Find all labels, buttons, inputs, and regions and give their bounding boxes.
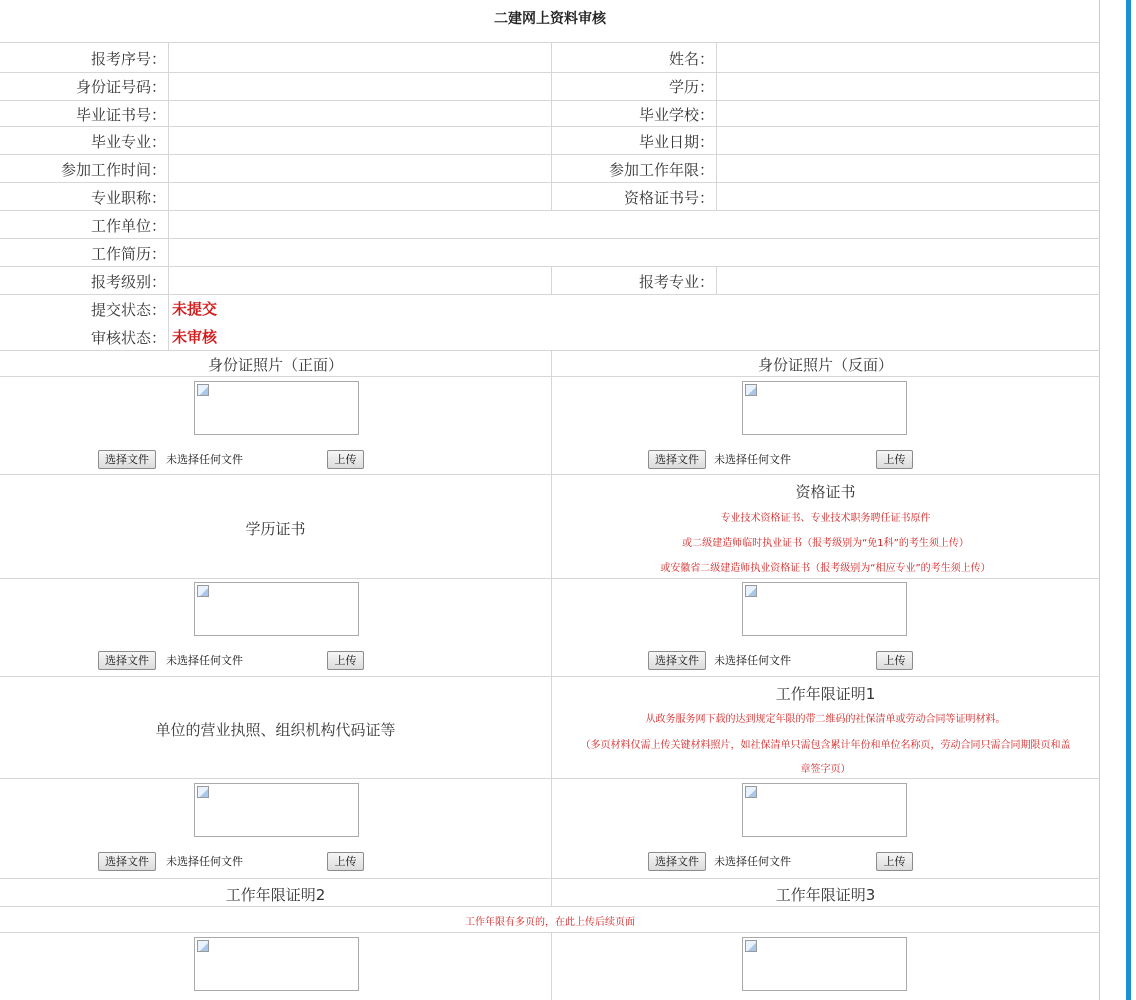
- label-education: 学历：: [668, 78, 714, 96]
- row-divider: [0, 474, 1100, 475]
- multi-page-note: 工作年限有多页的，在此上传后续页面: [465, 917, 635, 928]
- label-exam-level: 报考级别：: [90, 273, 166, 291]
- no-file-text: 未选择任何文件: [714, 855, 791, 868]
- qualification-preview: [742, 582, 907, 636]
- label-employer: 工作单位：: [90, 217, 166, 235]
- id-back-preview: [742, 381, 907, 435]
- col-divider: [716, 266, 717, 294]
- label-review-status: 审核状态：: [90, 329, 166, 347]
- label-work-start: 参加工作时间：: [60, 161, 166, 179]
- section-work-proof-2: 工作年限证明2: [225, 886, 326, 904]
- no-file-text: 未选择任何文件: [714, 654, 791, 667]
- section-education: 学历证书: [245, 520, 306, 538]
- work-proof-3-preview: [742, 937, 907, 991]
- broken-image-icon: [197, 940, 209, 952]
- label-submit-status: 提交状态：: [90, 301, 166, 319]
- row-divider: [0, 578, 1100, 579]
- no-file-text: 未选择任何文件: [714, 453, 791, 466]
- choose-file-button[interactable]: 选择文件: [648, 852, 706, 871]
- qualification-note: 或二级建造师临时执业证书（报考级别为“免1科”的考生须上传）: [682, 538, 969, 549]
- row-divider: [0, 126, 1100, 127]
- row-divider: [0, 778, 1100, 779]
- page-title: 二建网上资料审核: [494, 10, 606, 26]
- section-work-proof-3: 工作年限证明3: [775, 886, 876, 904]
- section-id-back: 身份证照片（反面）: [757, 356, 893, 374]
- choose-file-button[interactable]: 选择文件: [648, 450, 706, 469]
- col-divider: [168, 42, 169, 350]
- label-exam-serial: 报考序号：: [90, 50, 166, 68]
- broken-image-icon: [745, 384, 757, 396]
- education-preview: [194, 582, 359, 636]
- label-exam-specialty: 报考专业：: [638, 273, 714, 291]
- col-divider: [551, 932, 552, 1000]
- col-divider: [716, 42, 717, 210]
- work-proof-note: （多页材料仅需上传关键材料照片，如社保清单只需包含累计年份和单位名称页，劳动合同只需合同期限页和盖: [580, 740, 1071, 751]
- label-major: 毕业专业：: [90, 133, 166, 151]
- label-resume: 工作简历：: [90, 245, 166, 263]
- choose-file-button[interactable]: 选择文件: [98, 651, 156, 670]
- work-proof-1-preview: [742, 783, 907, 837]
- id-front-preview: [194, 381, 359, 435]
- row-divider: [0, 266, 1100, 267]
- qualification-note: 或安徽省二级建造师执业资格证书（报考级别为“相应专业”的考生须上传）: [660, 563, 991, 574]
- broken-image-icon: [745, 786, 757, 798]
- qualification-note: 专业技术资格证书、专业技术职务聘任证书原件: [720, 513, 931, 524]
- col-divider: [551, 42, 552, 210]
- page-scrollbar[interactable]: [1126, 0, 1131, 1000]
- no-file-text: 未选择任何文件: [166, 855, 243, 868]
- label-work-years: 参加工作年限：: [608, 161, 714, 179]
- row-divider: [0, 878, 1100, 879]
- business-license-preview: [194, 783, 359, 837]
- row-divider: [0, 182, 1100, 183]
- label-school: 毕业学校：: [638, 106, 714, 124]
- section-work-proof-1: 工作年限证明1: [775, 685, 876, 703]
- row-divider: [0, 294, 1100, 295]
- upload-button[interactable]: 上传: [876, 450, 913, 469]
- label-grad-date: 毕业日期：: [638, 133, 714, 151]
- upload-button[interactable]: 上传: [876, 852, 913, 871]
- broken-image-icon: [197, 786, 209, 798]
- row-divider: [0, 906, 1100, 907]
- row-divider: [0, 376, 1100, 377]
- upload-button[interactable]: 上传: [327, 651, 364, 670]
- broken-image-icon: [197, 384, 209, 396]
- upload-button[interactable]: 上传: [327, 852, 364, 871]
- label-id-number: 身份证号码：: [75, 78, 166, 96]
- section-id-front: 身份证照片（正面）: [207, 356, 343, 374]
- row-divider: [0, 676, 1100, 677]
- broken-image-icon: [745, 940, 757, 952]
- row-divider: [0, 154, 1100, 155]
- review-status-value: 未审核: [172, 328, 218, 346]
- col-divider: [551, 350, 552, 906]
- choose-file-button[interactable]: 选择文件: [648, 651, 706, 670]
- no-file-text: 未选择任何文件: [166, 654, 243, 667]
- section-business-license: 单位的营业执照、组织机构代码证等: [155, 721, 396, 739]
- row-divider: [0, 42, 1100, 43]
- row-divider: [0, 238, 1100, 239]
- row-divider: [0, 350, 1100, 351]
- row-divider: [0, 932, 1100, 933]
- label-name: 姓名：: [668, 50, 714, 68]
- choose-file-button[interactable]: 选择文件: [98, 450, 156, 469]
- choose-file-button[interactable]: 选择文件: [98, 852, 156, 871]
- broken-image-icon: [197, 585, 209, 597]
- row-divider: [0, 100, 1100, 101]
- work-proof-note: 章签字页）: [800, 764, 851, 775]
- work-proof-2-preview: [194, 937, 359, 991]
- label-title: 专业职称：: [90, 189, 166, 207]
- label-cert-number: 资格证书号：: [623, 189, 714, 207]
- upload-button[interactable]: 上传: [327, 450, 364, 469]
- broken-image-icon: [745, 585, 757, 597]
- submit-status-value: 未提交: [172, 300, 218, 318]
- no-file-text: 未选择任何文件: [166, 453, 243, 466]
- row-divider: [0, 210, 1100, 211]
- upload-button[interactable]: 上传: [876, 651, 913, 670]
- row-divider: [0, 72, 1100, 73]
- work-proof-note: 从政务服务网下载的达到规定年限的带二维码的社保清单或劳动合同等证明材料。: [645, 714, 1006, 725]
- label-diploma-number: 毕业证书号：: [75, 106, 166, 124]
- col-divider: [551, 266, 552, 294]
- section-qualification: 资格证书: [795, 483, 856, 501]
